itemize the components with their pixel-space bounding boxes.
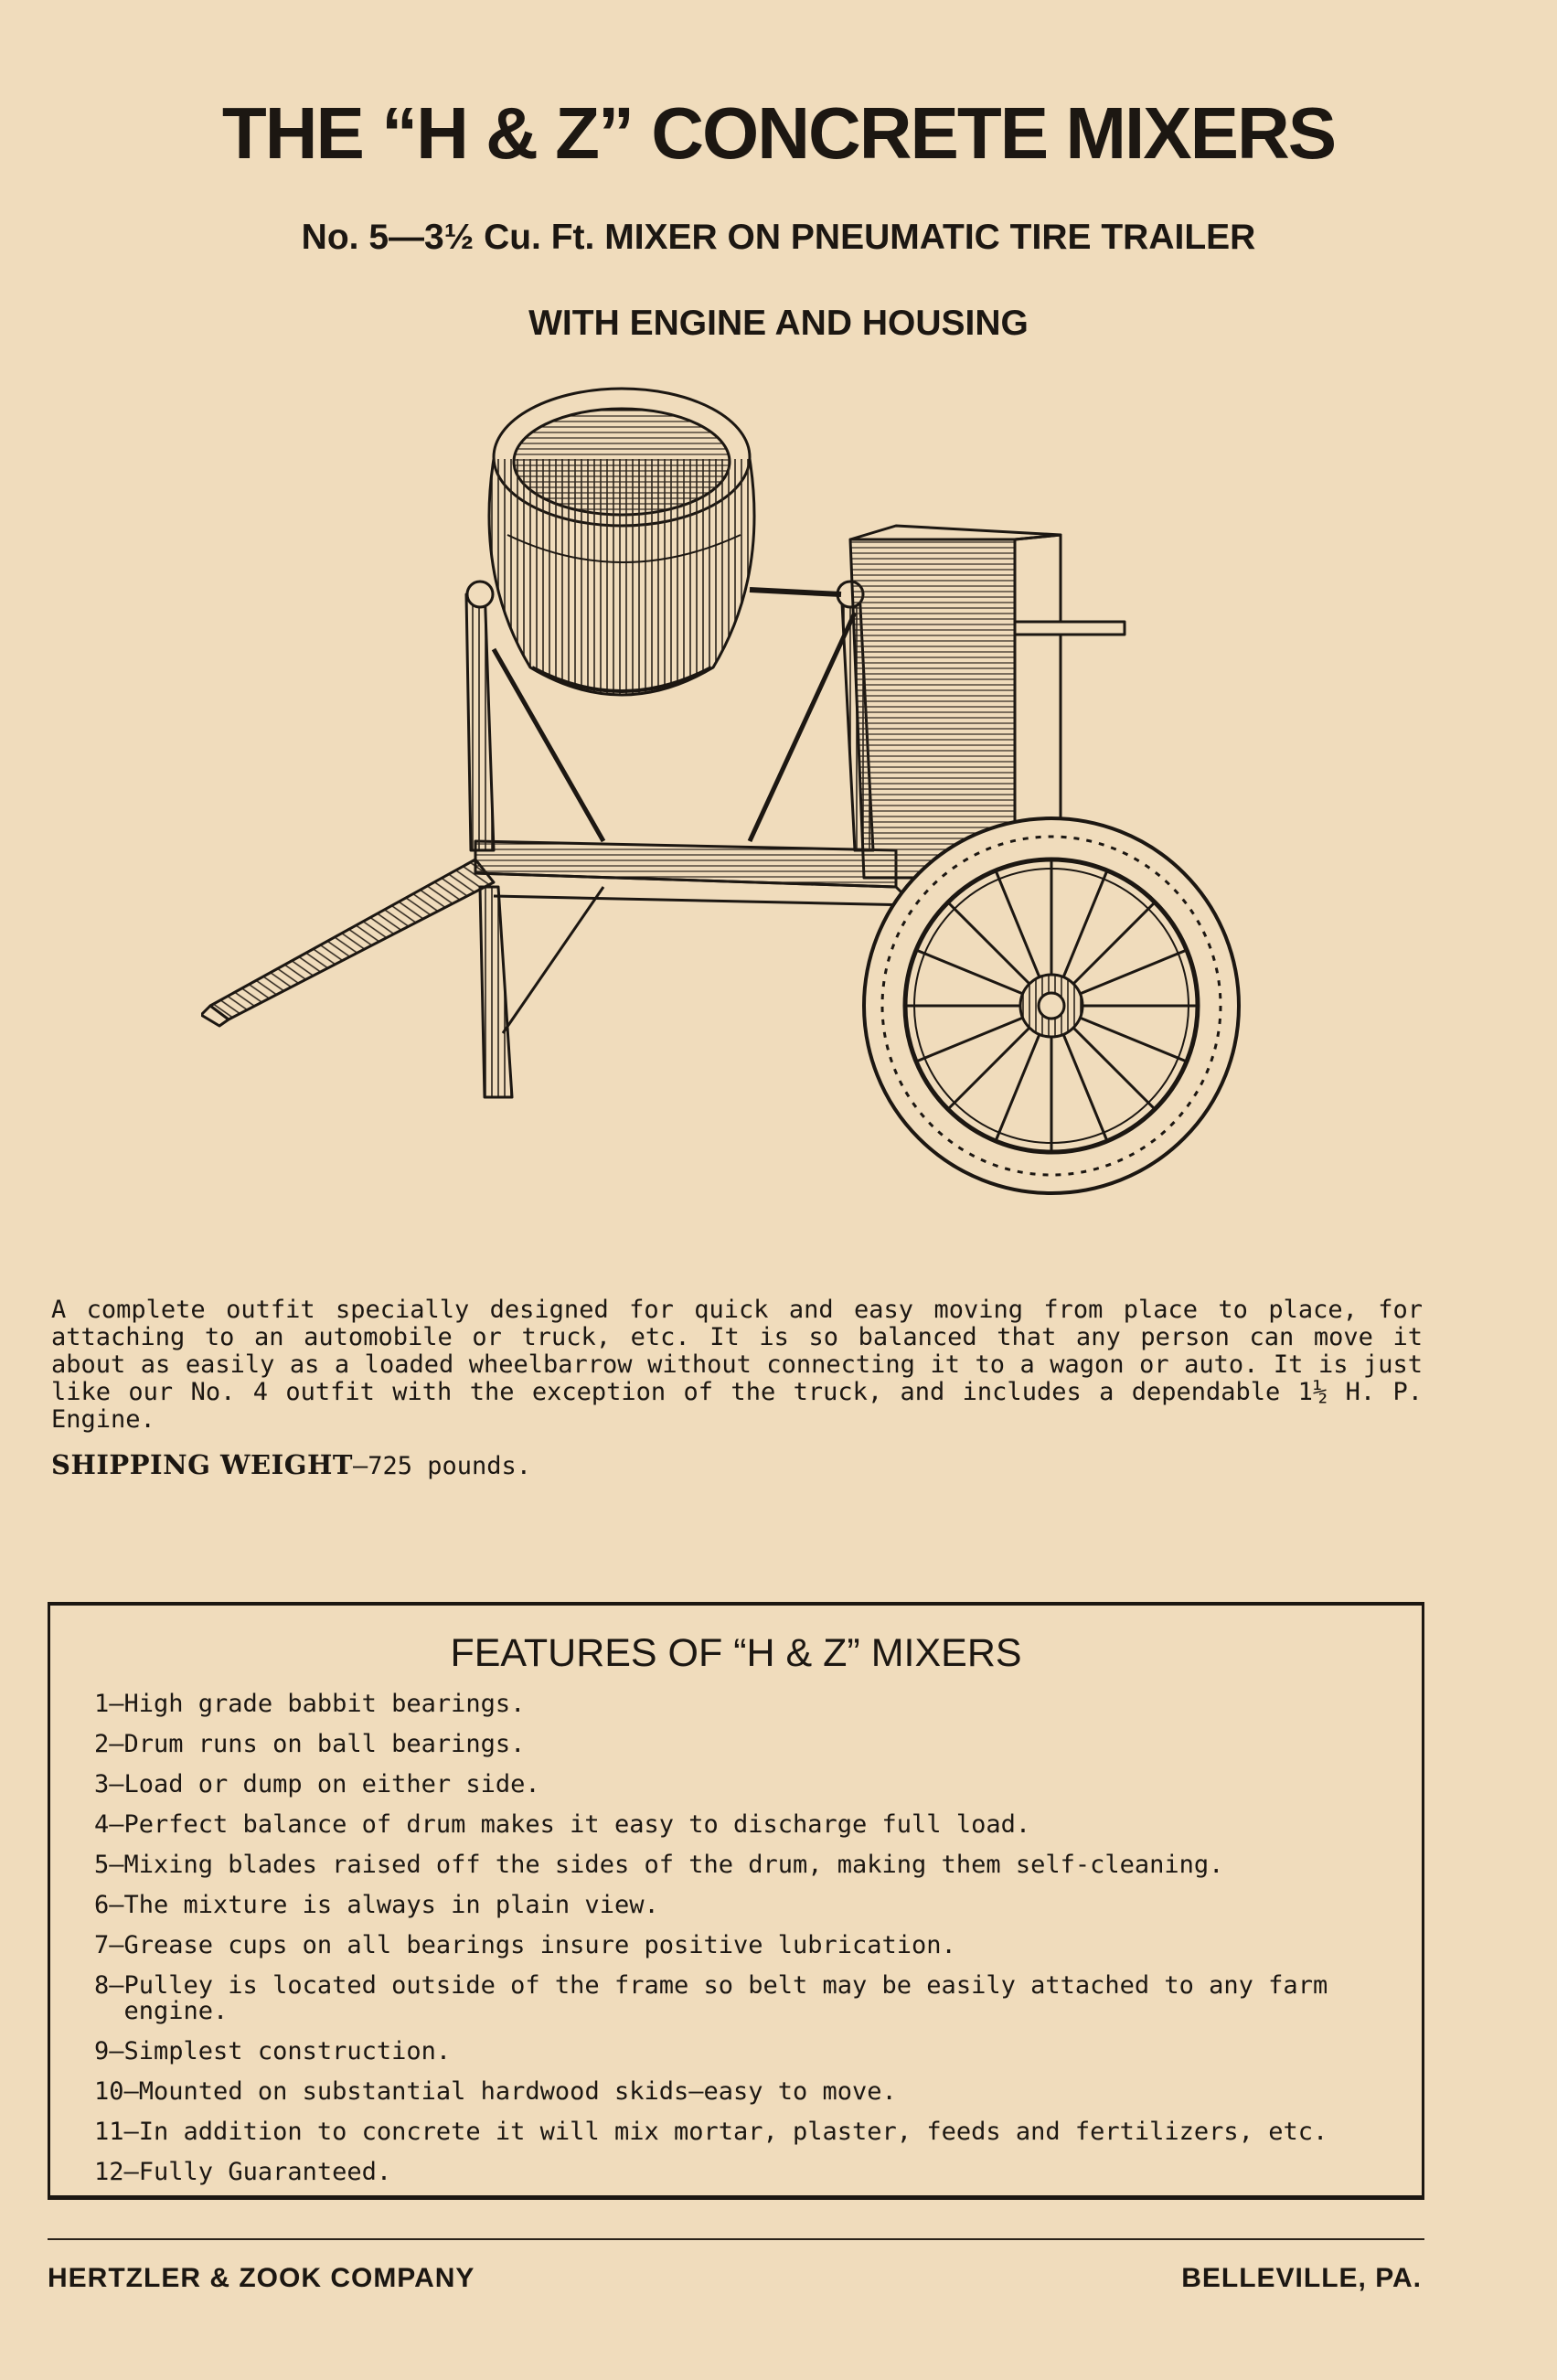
shipping-weight-label: SHIPPING WEIGHT bbox=[51, 1449, 353, 1480]
feature-number: 4— bbox=[94, 1810, 124, 1839]
feature-text: Fully Guaranteed. bbox=[138, 2158, 392, 2186]
shipping-weight-value: —725 pounds. bbox=[352, 1452, 532, 1480]
feature-number: 1— bbox=[94, 1690, 124, 1718]
feature-number: 3— bbox=[94, 1770, 124, 1798]
feature-number: 2— bbox=[94, 1730, 124, 1758]
feature-text: Perfect balance of drum makes it easy to discharge full load. bbox=[123, 1810, 1031, 1839]
feature-item bbox=[94, 1973, 1392, 2024]
feature-item bbox=[94, 2039, 1392, 2065]
footer-divider bbox=[48, 2238, 1424, 2240]
housing-handle bbox=[1015, 622, 1125, 635]
features-list bbox=[94, 1692, 1392, 2200]
feature-text: In addition to concrete it will mix mortar, plaster, feeds and fertilizers, etc. bbox=[138, 2118, 1328, 2146]
feature-number: 5— bbox=[94, 1851, 124, 1879]
feature-number: 9— bbox=[94, 2037, 124, 2065]
frame-upright-left bbox=[466, 585, 494, 850]
feature-number: 12— bbox=[94, 2158, 139, 2186]
features-heading: FEATURES OF “H & Z” MIXERS bbox=[450, 1631, 1022, 1675]
tow-pole bbox=[210, 859, 494, 1019]
feature-text: High grade babbit bearings. bbox=[123, 1690, 526, 1718]
page-title: THE “H & Z” CONCRETE MIXERS bbox=[221, 92, 1336, 174]
product-subtitle-line-2: WITH ENGINE AND HOUSING bbox=[528, 304, 1029, 343]
product-description: A complete outfit specially designed for quick and easy moving from place to place, for attaching to an automobile or truck, etc. It is so balanced that any person can move it about as easily as a loaded wheelbarrow without connecting it to a wagon or auto. It is just like our No. 4 outfit with the exception of the truck, and includes a dependable 1½ H. P. Engine. bbox=[51, 1296, 1423, 1434]
feature-text: Pulley is located outside of the frame so belt may be easily attached to any farm engine. bbox=[123, 1971, 1328, 2025]
feature-item bbox=[94, 2079, 1392, 2105]
feature-item bbox=[94, 1812, 1392, 1838]
company-name: HERTZLER & ZOOK COMPANY bbox=[48, 2263, 475, 2293]
feature-item bbox=[94, 2160, 1392, 2185]
front-leg bbox=[480, 887, 512, 1097]
feature-item bbox=[94, 1772, 1392, 1798]
mixer-illustration bbox=[201, 375, 1262, 1216]
feature-item bbox=[94, 1933, 1392, 1958]
product-subtitle: No. 5—3½ Cu. Ft. MIXER ON PNEUMATIC TIRE TRAILER bbox=[301, 218, 1256, 257]
feature-text: Load or dump on either side. bbox=[123, 1770, 540, 1798]
feature-text: Drum runs on ball bearings. bbox=[123, 1730, 526, 1758]
feature-text: Mounted on substantial hardwood skids—easy to move. bbox=[138, 2077, 897, 2106]
feature-item bbox=[94, 1893, 1392, 1918]
shipping-weight bbox=[51, 1449, 531, 1480]
company-location: BELLEVILLE, PA. bbox=[1181, 2263, 1422, 2293]
feature-item bbox=[94, 1732, 1392, 1757]
drum-body bbox=[489, 459, 754, 695]
feature-text: Grease cups on all bearings insure positive lubrication. bbox=[123, 1931, 956, 1959]
feature-text: Mixing blades raised off the sides of the drum, making them self-cleaning. bbox=[123, 1851, 1224, 1879]
feature-item bbox=[94, 2119, 1392, 2145]
feature-number: 8— bbox=[94, 1971, 124, 2000]
feature-text: The mixture is always in plain view. bbox=[123, 1891, 659, 1919]
feature-number: 7— bbox=[94, 1931, 124, 1959]
feature-number: 10— bbox=[94, 2077, 139, 2106]
feature-item bbox=[94, 1692, 1392, 1717]
feature-item bbox=[94, 1852, 1392, 1878]
feature-text: Simplest construction. bbox=[123, 2037, 452, 2065]
features-box bbox=[48, 1602, 1424, 2200]
feature-number: 11— bbox=[94, 2118, 139, 2146]
feature-number: 6— bbox=[94, 1891, 124, 1919]
